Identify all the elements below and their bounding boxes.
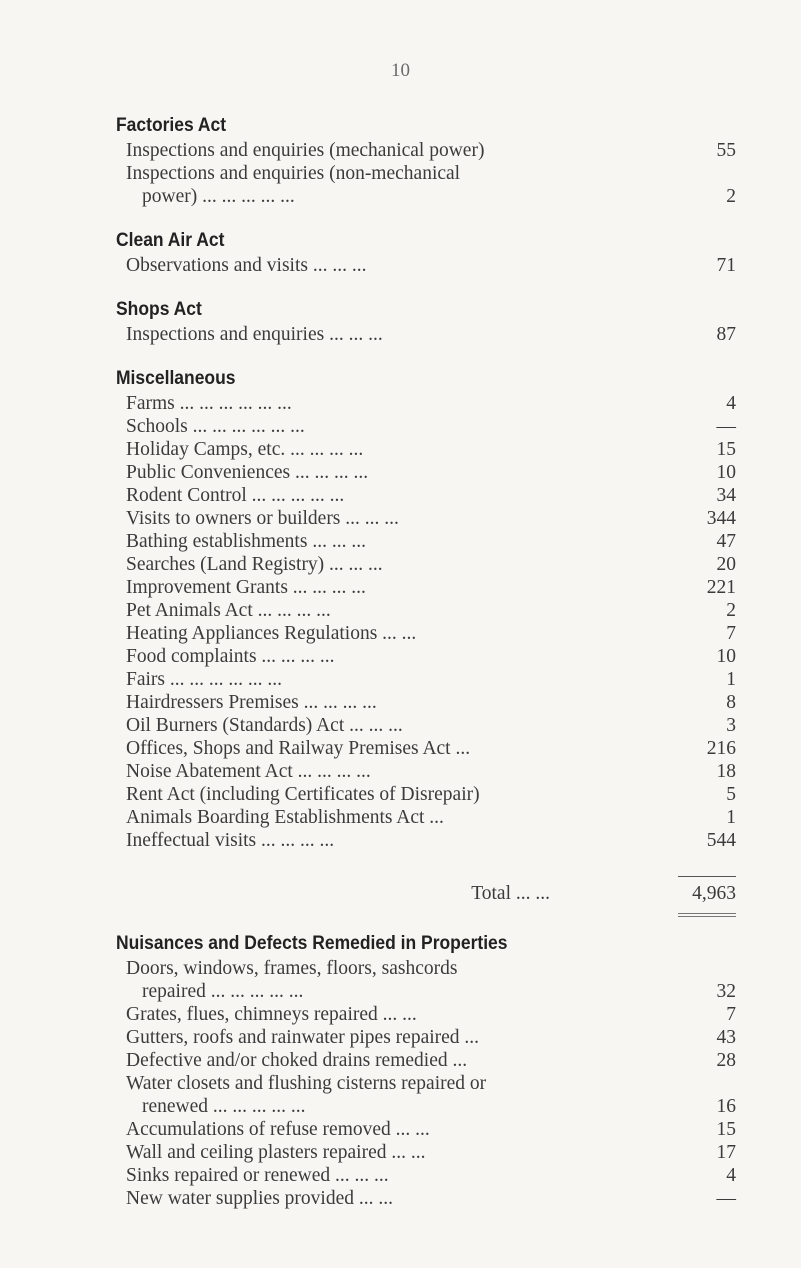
section-factories-act	[116, 113, 736, 208]
item-label: Rent Act (including Certificates of Disrepair)	[126, 784, 480, 805]
item-label: Pet Animals Act ... ... ... ...	[126, 600, 331, 621]
item-label: repaired ... ... ... ... ...	[142, 981, 304, 1002]
item-value: 28	[716, 1050, 736, 1071]
list-item	[116, 1164, 736, 1187]
item-value: 55	[716, 140, 736, 161]
item-label: Holiday Camps, etc. ... ... ... ...	[126, 439, 364, 460]
item-value: 7	[726, 1004, 736, 1025]
item-label: Farms ... ... ... ... ... ...	[126, 393, 292, 414]
list-item	[116, 461, 736, 484]
section-clean-air-act	[116, 228, 736, 277]
list-item	[116, 323, 736, 346]
item-value: 1	[726, 669, 736, 690]
section-heading: Miscellaneous	[116, 368, 236, 389]
item-value: 43	[716, 1027, 736, 1048]
list-item	[116, 980, 736, 1003]
list-item	[116, 438, 736, 461]
item-value: 34	[716, 485, 736, 506]
list-item	[116, 507, 736, 530]
report-body	[116, 113, 736, 1230]
item-value: 1	[726, 807, 736, 828]
total-value: 4,963	[692, 883, 736, 904]
item-label: Searches (Land Registry) ... ... ...	[126, 554, 383, 575]
list-item	[116, 1072, 736, 1095]
item-value: 71	[716, 255, 736, 276]
list-item	[116, 714, 736, 737]
item-value: —	[716, 1188, 736, 1209]
list-item	[116, 829, 736, 852]
item-label: Observations and visits ... ... ...	[126, 255, 367, 276]
item-value: 17	[716, 1142, 736, 1163]
item-label: Public Conveniences ... ... ... ...	[126, 462, 369, 483]
item-label: Inspections and enquiries ... ... ...	[126, 324, 383, 345]
section-heading: Shops Act	[116, 299, 202, 320]
total-double-rule	[116, 905, 736, 921]
list-item	[116, 530, 736, 553]
list-item	[116, 1187, 736, 1210]
item-label: Heating Appliances Regulations ... ...	[126, 623, 417, 644]
item-value: 4	[726, 393, 736, 414]
item-value: 8	[726, 692, 736, 713]
item-label: Hairdressers Premises ... ... ... ...	[126, 692, 377, 713]
item-label: Defective and/or choked drains remedied ...	[126, 1050, 468, 1071]
list-item	[116, 599, 736, 622]
item-label: Grates, flues, chimneys repaired ... ...	[126, 1004, 417, 1025]
section-miscellaneous	[116, 366, 736, 921]
list-item	[116, 806, 736, 829]
list-item	[116, 622, 736, 645]
list-item	[116, 668, 736, 691]
item-value: 544	[706, 830, 736, 851]
item-label: Accumulations of refuse removed ... ...	[126, 1119, 430, 1140]
item-label: Animals Boarding Establishments Act ...	[126, 807, 444, 828]
list-item	[116, 1003, 736, 1026]
list-item	[116, 162, 736, 185]
list-item	[116, 691, 736, 714]
list-item	[116, 484, 736, 507]
section-nuisances-remedied	[116, 931, 736, 1210]
item-label: renewed ... ... ... ... ...	[142, 1096, 306, 1117]
item-value: 5	[726, 784, 736, 805]
section-shops-act	[116, 297, 736, 346]
item-value: 20	[716, 554, 736, 575]
item-value: 18	[716, 761, 736, 782]
item-value: 344	[706, 508, 736, 529]
item-label: Oil Burners (Standards) Act ... ... ...	[126, 715, 403, 736]
list-item	[116, 1095, 736, 1118]
list-item	[116, 1049, 736, 1072]
total-label: Total ... ...	[471, 883, 550, 904]
item-label: Sinks repaired or renewed ... ... ...	[126, 1165, 389, 1186]
item-value: 87	[716, 324, 736, 345]
item-value: 32	[716, 981, 736, 1002]
list-item	[116, 737, 736, 760]
list-item	[116, 185, 736, 208]
list-item	[116, 254, 736, 277]
list-item	[116, 1118, 736, 1141]
item-label: Fairs ... ... ... ... ... ...	[126, 669, 282, 690]
item-value: 7	[726, 623, 736, 644]
item-label: Rodent Control ... ... ... ... ...	[126, 485, 345, 506]
item-label: power) ... ... ... ... ...	[142, 186, 295, 207]
total-row	[116, 882, 736, 905]
item-value: 216	[706, 738, 736, 759]
item-value: 15	[716, 1119, 736, 1140]
item-value: 10	[716, 462, 736, 483]
list-item	[116, 415, 736, 438]
item-label: Doors, windows, frames, floors, sashcords	[126, 958, 458, 979]
item-label: Visits to owners or builders ... ... ...	[126, 508, 399, 529]
item-value: 47	[716, 531, 736, 552]
list-item	[116, 645, 736, 668]
page-number: 10	[391, 60, 410, 81]
item-label: Water closets and flushing cisterns repaired or	[126, 1073, 487, 1094]
item-value: 2	[726, 600, 736, 621]
item-label: Inspections and enquiries (non-mechanical	[126, 163, 461, 184]
item-label: Schools ... ... ... ... ... ...	[126, 416, 305, 437]
item-value: 4	[726, 1165, 736, 1186]
list-item	[116, 1026, 736, 1049]
list-item	[116, 553, 736, 576]
section-heading: Clean Air Act	[116, 230, 225, 251]
section-heading: Nuisances and Defects Remedied in Properties	[116, 933, 508, 954]
item-value: 10	[716, 646, 736, 667]
item-label: Improvement Grants ... ... ... ...	[126, 577, 366, 598]
item-label: Inspections and enquiries (mechanical power)	[126, 140, 485, 161]
list-item	[116, 760, 736, 783]
list-item	[116, 139, 736, 162]
list-item	[116, 392, 736, 415]
item-label: New water supplies provided ... ...	[126, 1188, 393, 1209]
item-value: —	[716, 416, 736, 437]
item-label: Wall and ceiling plasters repaired ... ...	[126, 1142, 426, 1163]
list-item	[116, 957, 736, 980]
item-value: 221	[706, 577, 736, 598]
list-item	[116, 783, 736, 806]
list-item	[116, 1141, 736, 1164]
item-label: Ineffectual visits ... ... ... ...	[126, 830, 335, 851]
item-value: 2	[726, 186, 736, 207]
item-label: Bathing establishments ... ... ...	[126, 531, 366, 552]
item-value: 16	[716, 1096, 736, 1117]
item-label: Food complaints ... ... ... ...	[126, 646, 335, 667]
item-label: Gutters, roofs and rainwater pipes repaired ...	[126, 1027, 480, 1048]
list-item	[116, 576, 736, 599]
item-label: Offices, Shops and Railway Premises Act ...	[126, 738, 471, 759]
item-value: 15	[716, 439, 736, 460]
section-heading: Factories Act	[116, 115, 227, 136]
item-value: 3	[726, 715, 736, 736]
item-label: Noise Abatement Act ... ... ... ...	[126, 761, 371, 782]
